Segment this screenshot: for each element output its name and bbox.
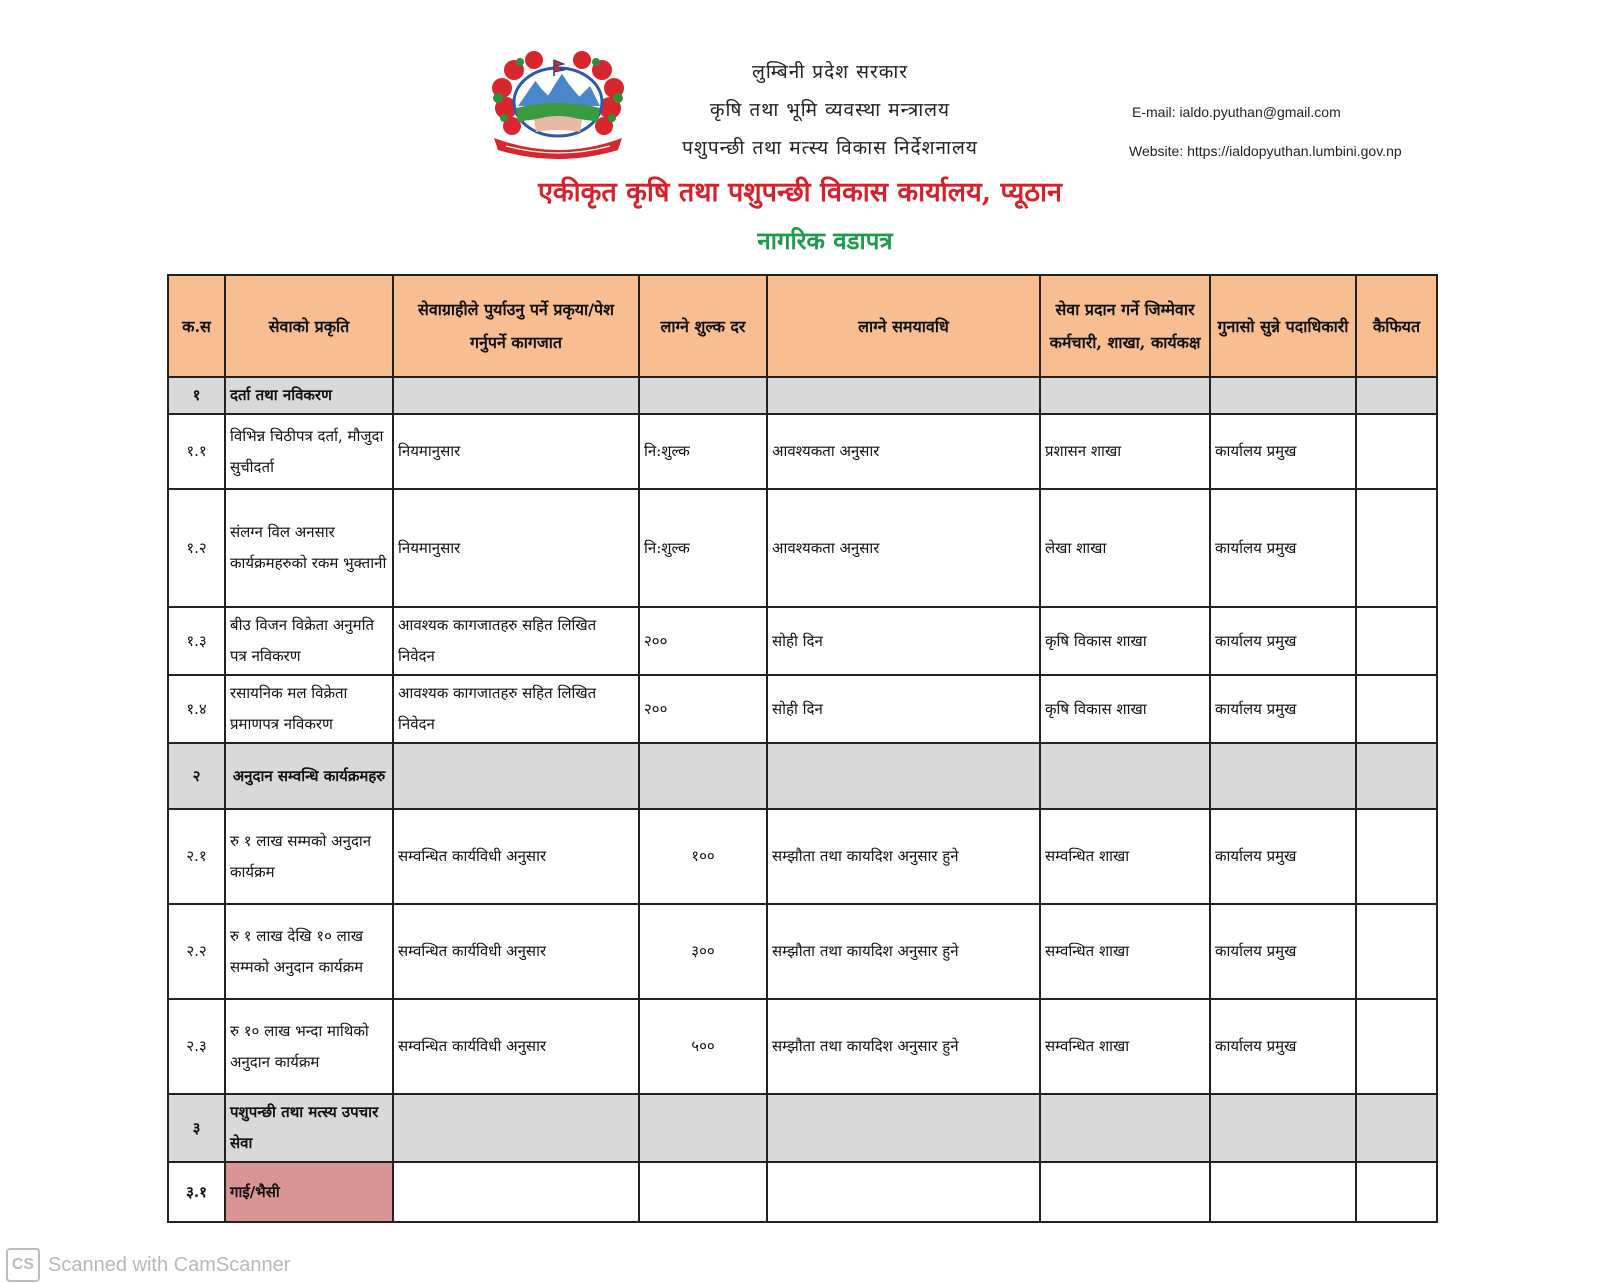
table-row [168, 414, 1437, 489]
table-row [168, 675, 1437, 743]
cell-grievance [1210, 377, 1356, 414]
cell-responsible [1040, 377, 1210, 414]
column-header-remarks: कैफियत [1356, 275, 1437, 377]
cell-fee: १०० [639, 809, 767, 904]
cell-sn: १.२ [168, 489, 225, 607]
column-header-time: लाग्ने समयावधि [767, 275, 1040, 377]
cell-fee: ३०० [639, 904, 767, 999]
cell-fee: २०० [639, 607, 767, 675]
cell-time [767, 377, 1040, 414]
cell-fee: २०० [639, 675, 767, 743]
table-header-row [168, 275, 1437, 377]
cell-documents [393, 743, 639, 809]
table-row [168, 999, 1437, 1094]
camscanner-watermark [6, 1248, 290, 1282]
cell-time [767, 1162, 1040, 1222]
cell-service: विभिन्न चिठीपत्र दर्ता, मौजुदा सुचीदर्ता [225, 414, 393, 489]
cell-fee: नि:शुल्क [639, 489, 767, 607]
cell-time [767, 743, 1040, 809]
cell-sn: २ [168, 743, 225, 809]
nepal-emblem-icon [484, 50, 632, 162]
cell-fee [639, 377, 767, 414]
cell-sn: १.३ [168, 607, 225, 675]
cell-service: बीउ विजन विक्रेता अनुमति पत्र नविकरण [225, 607, 393, 675]
camscanner-text: Scanned with CamScanner [48, 1253, 291, 1276]
cell-remarks [1356, 904, 1437, 999]
cell-remarks [1356, 489, 1437, 607]
cell-service: रसायनिक मल विक्रेता प्रमाणपत्र नविकरण [225, 675, 393, 743]
cell-documents: आवश्यक कागजातहरु सहित लिखित निवेदन [393, 607, 639, 675]
column-header-responsible: सेवा प्रदान गर्ने जिम्मेवार कर्मचारी, शाखा, कार्यकक्ष [1040, 275, 1210, 377]
cell-remarks [1356, 743, 1437, 809]
cell-service: संलग्न विल अनसार कार्यक्रमहरुको रकम भुक्तानी [225, 489, 393, 607]
cell-documents [393, 377, 639, 414]
cell-grievance: कार्यालय प्रमुख [1210, 904, 1356, 999]
cell-documents: आवश्यक कागजातहरु सहित लिखित निवेदन [393, 675, 639, 743]
cell-fee [639, 1094, 767, 1162]
cell-documents [393, 1094, 639, 1162]
cell-service: अनुदान सम्वन्धि कार्यक्रमहरु [225, 743, 393, 809]
citizen-charter-table [167, 274, 1438, 1223]
cell-remarks [1356, 999, 1437, 1094]
cell-documents: सम्वन्धित कार्यविधी अनुसार [393, 904, 639, 999]
cell-documents: सम्वन्धित कार्यविधी अनुसार [393, 809, 639, 904]
cell-responsible [1040, 1162, 1210, 1222]
cell-remarks [1356, 377, 1437, 414]
cell-service: रु १ लाख सम्मको अनुदान कार्यक्रम [225, 809, 393, 904]
cell-responsible: कृषि विकास शाखा [1040, 607, 1210, 675]
camscanner-logo-icon: CS [6, 1248, 40, 1282]
cell-grievance [1210, 743, 1356, 809]
cell-time: सम्झौता तथा कायदिश अनुसार हुने [767, 809, 1040, 904]
cell-time: सोही दिन [767, 675, 1040, 743]
column-header-grievance: गुनासो सुन्ने पदाधिकारी [1210, 275, 1356, 377]
cell-responsible: प्रशासन शाखा [1040, 414, 1210, 489]
cell-sn: २.३ [168, 999, 225, 1094]
column-header-documents: सेवाग्राहीले पुर्याउनु पर्ने प्रकृया/पेश गर्नुपर्ने कागजात [393, 275, 639, 377]
cell-sn: २.१ [168, 809, 225, 904]
cell-service: गाई/भैसी [225, 1162, 393, 1222]
cell-sn: १.१ [168, 414, 225, 489]
cell-responsible: कृषि विकास शाखा [1040, 675, 1210, 743]
cell-remarks [1356, 809, 1437, 904]
column-header-service: सेवाको प्रकृति [225, 275, 393, 377]
column-header-fee: लाग्ने शुल्क दर [639, 275, 767, 377]
cell-time: सम्झौता तथा कायदिश अनुसार हुने [767, 999, 1040, 1094]
table-row [168, 904, 1437, 999]
table-row [168, 607, 1437, 675]
cell-remarks [1356, 607, 1437, 675]
cell-remarks [1356, 675, 1437, 743]
table-row [168, 743, 1437, 809]
cell-responsible [1040, 743, 1210, 809]
directorate-name: पशुपन्छी तथा मत्स्य विकास निर्देशनालय [682, 137, 978, 159]
table-row [168, 1094, 1437, 1162]
cell-responsible: सम्वन्धित शाखा [1040, 809, 1210, 904]
cell-time: सोही दिन [767, 607, 1040, 675]
cell-responsible: सम्वन्धित शाखा [1040, 999, 1210, 1094]
cell-time: आवश्यकता अनुसार [767, 489, 1040, 607]
cell-grievance: कार्यालय प्रमुख [1210, 414, 1356, 489]
cell-time [767, 1094, 1040, 1162]
cell-grievance: कार्यालय प्रमुख [1210, 675, 1356, 743]
cell-documents: नियमानुसार [393, 489, 639, 607]
table-row [168, 377, 1437, 414]
cell-grievance: कार्यालय प्रमुख [1210, 999, 1356, 1094]
cell-documents: नियमानुसार [393, 414, 639, 489]
cell-grievance: कार्यालय प्रमुख [1210, 607, 1356, 675]
table-row [168, 809, 1437, 904]
cell-fee: नि:शुल्क [639, 414, 767, 489]
cell-time: आवश्यकता अनुसार [767, 414, 1040, 489]
cell-service: रु १० लाख भन्दा माथिको अनुदान कार्यक्रम [225, 999, 393, 1094]
table-row [168, 489, 1437, 607]
cell-sn: ३.१ [168, 1162, 225, 1222]
cell-grievance [1210, 1162, 1356, 1222]
cell-grievance: कार्यालय प्रमुख [1210, 809, 1356, 904]
cell-fee [639, 743, 767, 809]
cell-service: दर्ता तथा नविकरण [225, 377, 393, 414]
cell-fee: ५०० [639, 999, 767, 1094]
cell-remarks [1356, 414, 1437, 489]
province-name: लुम्बिनी प्रदेश सरकार [751, 61, 909, 83]
cell-documents: सम्वन्धित कार्यविधी अनुसार [393, 999, 639, 1094]
cell-responsible: सम्वन्धित शाखा [1040, 904, 1210, 999]
charter-title: नागरिक वडापत्र [757, 226, 893, 255]
cell-documents [393, 1162, 639, 1222]
cell-sn: २.२ [168, 904, 225, 999]
cell-grievance: कार्यालय प्रमुख [1210, 489, 1356, 607]
cell-sn: १ [168, 377, 225, 414]
cell-responsible: लेखा शाखा [1040, 489, 1210, 607]
cell-remarks [1356, 1094, 1437, 1162]
cell-service: रु १ लाख देखि १० लाख सम्मको अनुदान कार्यक्रम [225, 904, 393, 999]
cell-sn: १.४ [168, 675, 225, 743]
cell-sn: ३ [168, 1094, 225, 1162]
cell-service: पशुपन्छी तथा मत्स्य उपचार सेवा [225, 1094, 393, 1162]
office-title: एकीकृत कृषि तथा पशुपन्छी विकास कार्यालय, प्यूठान [537, 177, 1062, 208]
cell-fee [639, 1162, 767, 1222]
cell-remarks [1356, 1162, 1437, 1222]
table-row [168, 1162, 1437, 1222]
column-header-sn: क.स [168, 275, 225, 377]
cell-time: सम्झौता तथा कायदिश अनुसार हुने [767, 904, 1040, 999]
ministry-name: कृषि तथा भूमि व्यवस्था मन्त्रालय [709, 99, 951, 121]
website-text: Website: https://ialdopyuthan.lumbini.gov.np [1129, 143, 1402, 159]
cell-grievance [1210, 1094, 1356, 1162]
email-text: E-mail: ialdo.pyuthan@gmail.com [1132, 104, 1341, 120]
cell-responsible [1040, 1094, 1210, 1162]
